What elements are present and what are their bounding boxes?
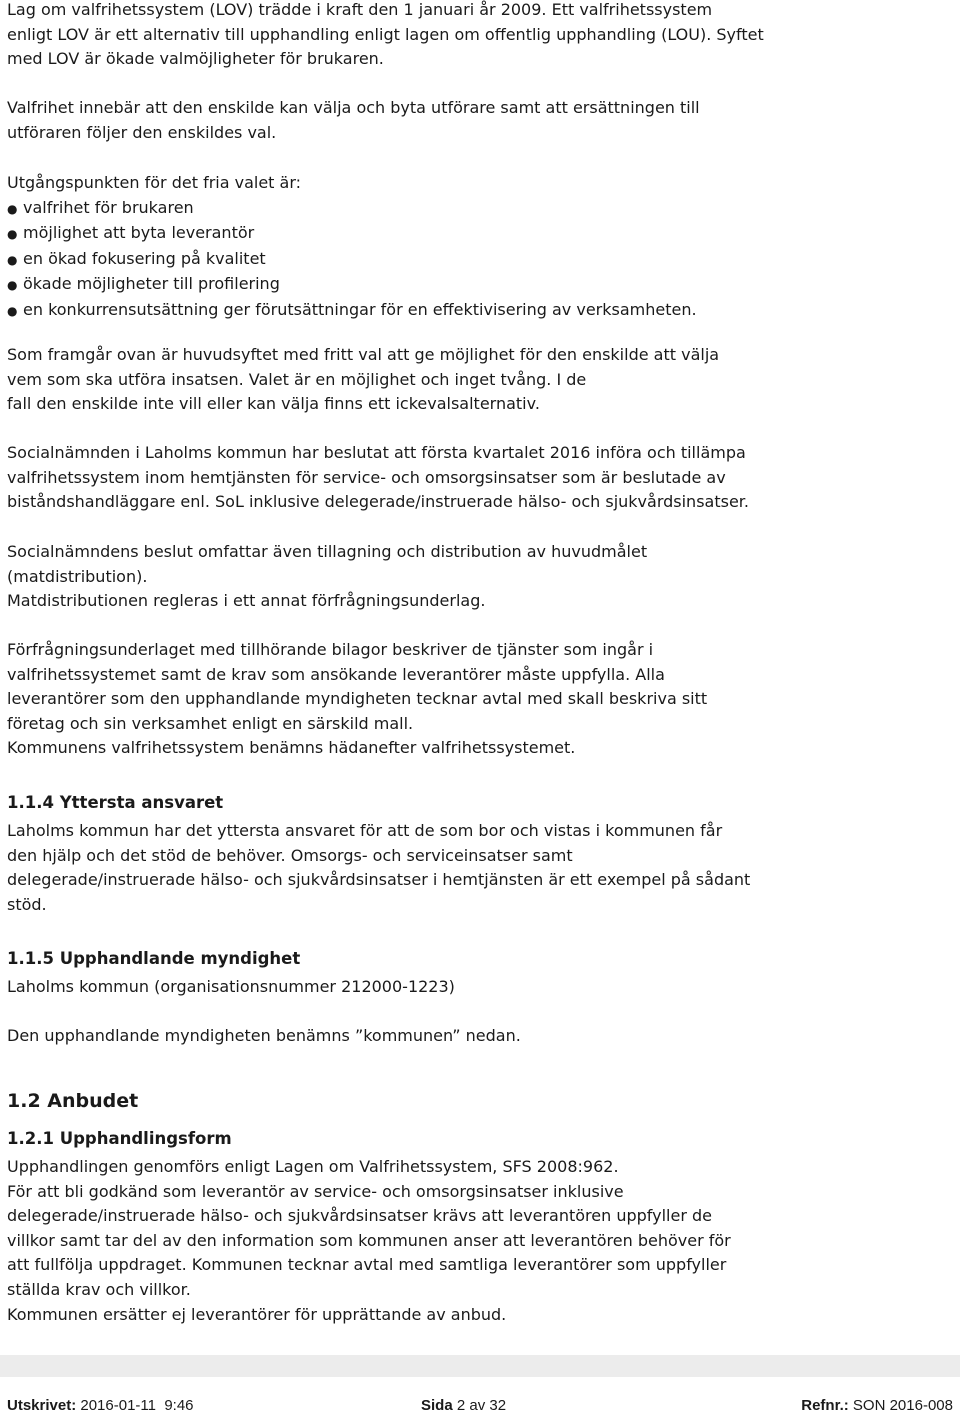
section-heading-large: 1.2 Anbudet [7, 1090, 139, 1112]
beslut-line: Socialnämnden i Laholms kommun har beslutat att första kvartalet 2016 införa och tillämpa [7, 443, 746, 462]
s114-line: delegerade/instruerade hälso- och sjukvårdsinsatser i hemtjänsten är ett exempel på sådant [7, 870, 751, 890]
valfrihet-line: Valfrihet innebär att den enskilde kan välja och byta utförare samt att ersättningen till [7, 98, 700, 117]
s121-line: Upphandlingen genomförs enligt Lagen om Valfrihetssystem, SFS 2008:962. [7, 1157, 619, 1176]
list-item-text: valfrihet för brukaren [23, 197, 194, 217]
forfragan-line: leverantörer som den upphandlande myndigheten tecknar avtal med skall beskriva sitt [7, 689, 708, 709]
forfragan-paragraph [7, 638, 707, 761]
utgangspunkt-section [7, 171, 697, 324]
s121-line: För att bli godkänd som leverantör av service- och omsorgsinsatser inklusive [7, 1181, 624, 1201]
section-heading: 1.1.4 Yttersta ansvaret [7, 793, 224, 812]
list-item [7, 247, 697, 273]
printed-value: 2016-01-11 9:46 [80, 1397, 194, 1414]
beslut-line: biståndshandläggare enl. SoL inklusive delegerade/instruerade hälso- och sjukvårdsinsatser. [7, 492, 749, 512]
page-value: 2 av 32 [456, 1397, 507, 1414]
section-1-1-5-body [7, 975, 455, 1000]
section-1-2 [7, 1088, 138, 1114]
list-item-text: möjlighet att byta leverantör [23, 223, 255, 243]
bullet-icon: ● [7, 303, 18, 318]
s114-line: stöd. [7, 894, 47, 914]
s115-line: Den upphandlande myndigheten benämns ”kommunen” nedan. [7, 1026, 521, 1045]
printed-label: Utskrivet: [7, 1397, 77, 1414]
bullet-icon: ● [7, 252, 18, 267]
section-1-1-5-body-2 [7, 1024, 521, 1049]
section-1-1-5 [7, 947, 300, 971]
bullet-icon: ● [7, 201, 18, 216]
section-1-1-4 [7, 791, 223, 815]
huvudsyfte-line: vem som ska utföra insatsen. Valet är en möjlighet och inget tvång. I de [7, 369, 587, 389]
list-item [7, 272, 697, 298]
forfragan-line: Kommunens valfrihetssystem benämns hädanefter valfrihetssystemet. [7, 738, 576, 758]
page-number [421, 1396, 506, 1416]
huvudsyfte-paragraph [7, 343, 719, 417]
list-item [7, 298, 697, 324]
mat-line: Matdistributionen regleras i ett annat förfrågningsunderlag. [7, 591, 486, 611]
list-item-text: ökade möjligheter till profilering [23, 274, 280, 294]
page-label: Sida [421, 1397, 453, 1414]
section-heading: 1.2.1 Upphandlingsform [7, 1129, 232, 1148]
forfragan-line: valfrihetssystemet samt de krav som ansökande leverantörer måste uppfylla. Alla [7, 664, 665, 684]
s114-line: Laholms kommun har det yttersta ansvaret för att de som bor och vistas i kommunen får [7, 821, 723, 840]
printed-date [7, 1396, 194, 1416]
s121-line: ställda krav och villkor. [7, 1279, 191, 1299]
s121-line: att fullfölja uppdraget. Kommunen tecknar avtal med samtliga leverantörer som uppfyller [7, 1255, 727, 1275]
ref-value: SON 2016-008 [852, 1397, 953, 1414]
huvudsyfte-line: Som framgår ovan är huvudsyftet med fritt val att ge möjlighet för den enskilde att välja [7, 345, 720, 364]
list-item [7, 221, 697, 247]
section-1-2-1 [7, 1127, 232, 1151]
section-1-1-4-body [7, 819, 750, 917]
intro-line: enligt LOV är ett alternativ till upphandling enligt lagen om offentlig upphandling (LOU). Syftet [7, 24, 764, 44]
reference-number [801, 1396, 953, 1416]
forfragan-line: företag och sin verksamhet enligt en särskild mall. [7, 713, 414, 733]
s121-line: villkor samt tar del av den information som kommunen anser att leverantören behöver för [7, 1230, 731, 1250]
mat-line: Socialnämndens beslut omfattar även tillagning och distribution av huvudmålet [7, 542, 648, 561]
forfragan-line: Förfrågningsunderlaget med tillhörande bilagor beskriver de tjänster som ingår i [7, 640, 654, 659]
beslut-paragraph [7, 441, 749, 515]
list-item-text: en ökad fokusering på kvalitet [23, 248, 266, 268]
utgangspunkt-heading: Utgångspunkten för det fria valet är: [7, 173, 302, 192]
valfrihet-paragraph [7, 96, 700, 145]
bullet-icon: ● [7, 227, 18, 242]
intro-line: Lag om valfrihetssystem (LOV) trädde i kraft den 1 januari år 2009. Ett valfrihetssystem [7, 0, 713, 19]
intro-paragraph [7, 0, 764, 72]
mat-line: (matdistribution). [7, 566, 148, 586]
s121-line: delegerade/instruerade hälso- och sjukvårdsinsatser krävs att leverantören uppfyller de [7, 1206, 712, 1226]
footer-divider [0, 1355, 960, 1377]
bullet-icon: ● [7, 278, 18, 293]
list-item [7, 196, 697, 222]
section-1-2-1-body [7, 1155, 731, 1327]
huvudsyfte-line: fall den enskilde inte vill eller kan välja finns ett ickevalsalternativ. [7, 394, 540, 414]
ref-label: Refnr.: [801, 1397, 849, 1414]
intro-line: med LOV är ökade valmöjligheter för brukaren. [7, 49, 384, 69]
mat-paragraph [7, 540, 647, 614]
beslut-line: valfrihetssystem inom hemtjänsten för service- och omsorgsinsatser som är beslutade av [7, 467, 726, 487]
s115-line: Laholms kommun (organisationsnummer 212000-1223) [7, 977, 455, 996]
list-item-text: en konkurrensutsättning ger förutsättningar för en effektivisering av verksamheten. [23, 299, 697, 319]
s114-line: den hjälp och det stöd de behöver. Omsorgs- och serviceinsatser samt [7, 845, 573, 865]
section-heading: 1.1.5 Upphandlande myndighet [7, 949, 301, 968]
s121-line: Kommunen ersätter ej leverantörer för upprättande av anbud. [7, 1304, 507, 1324]
valfrihet-line: utföraren följer den enskildes val. [7, 122, 277, 142]
